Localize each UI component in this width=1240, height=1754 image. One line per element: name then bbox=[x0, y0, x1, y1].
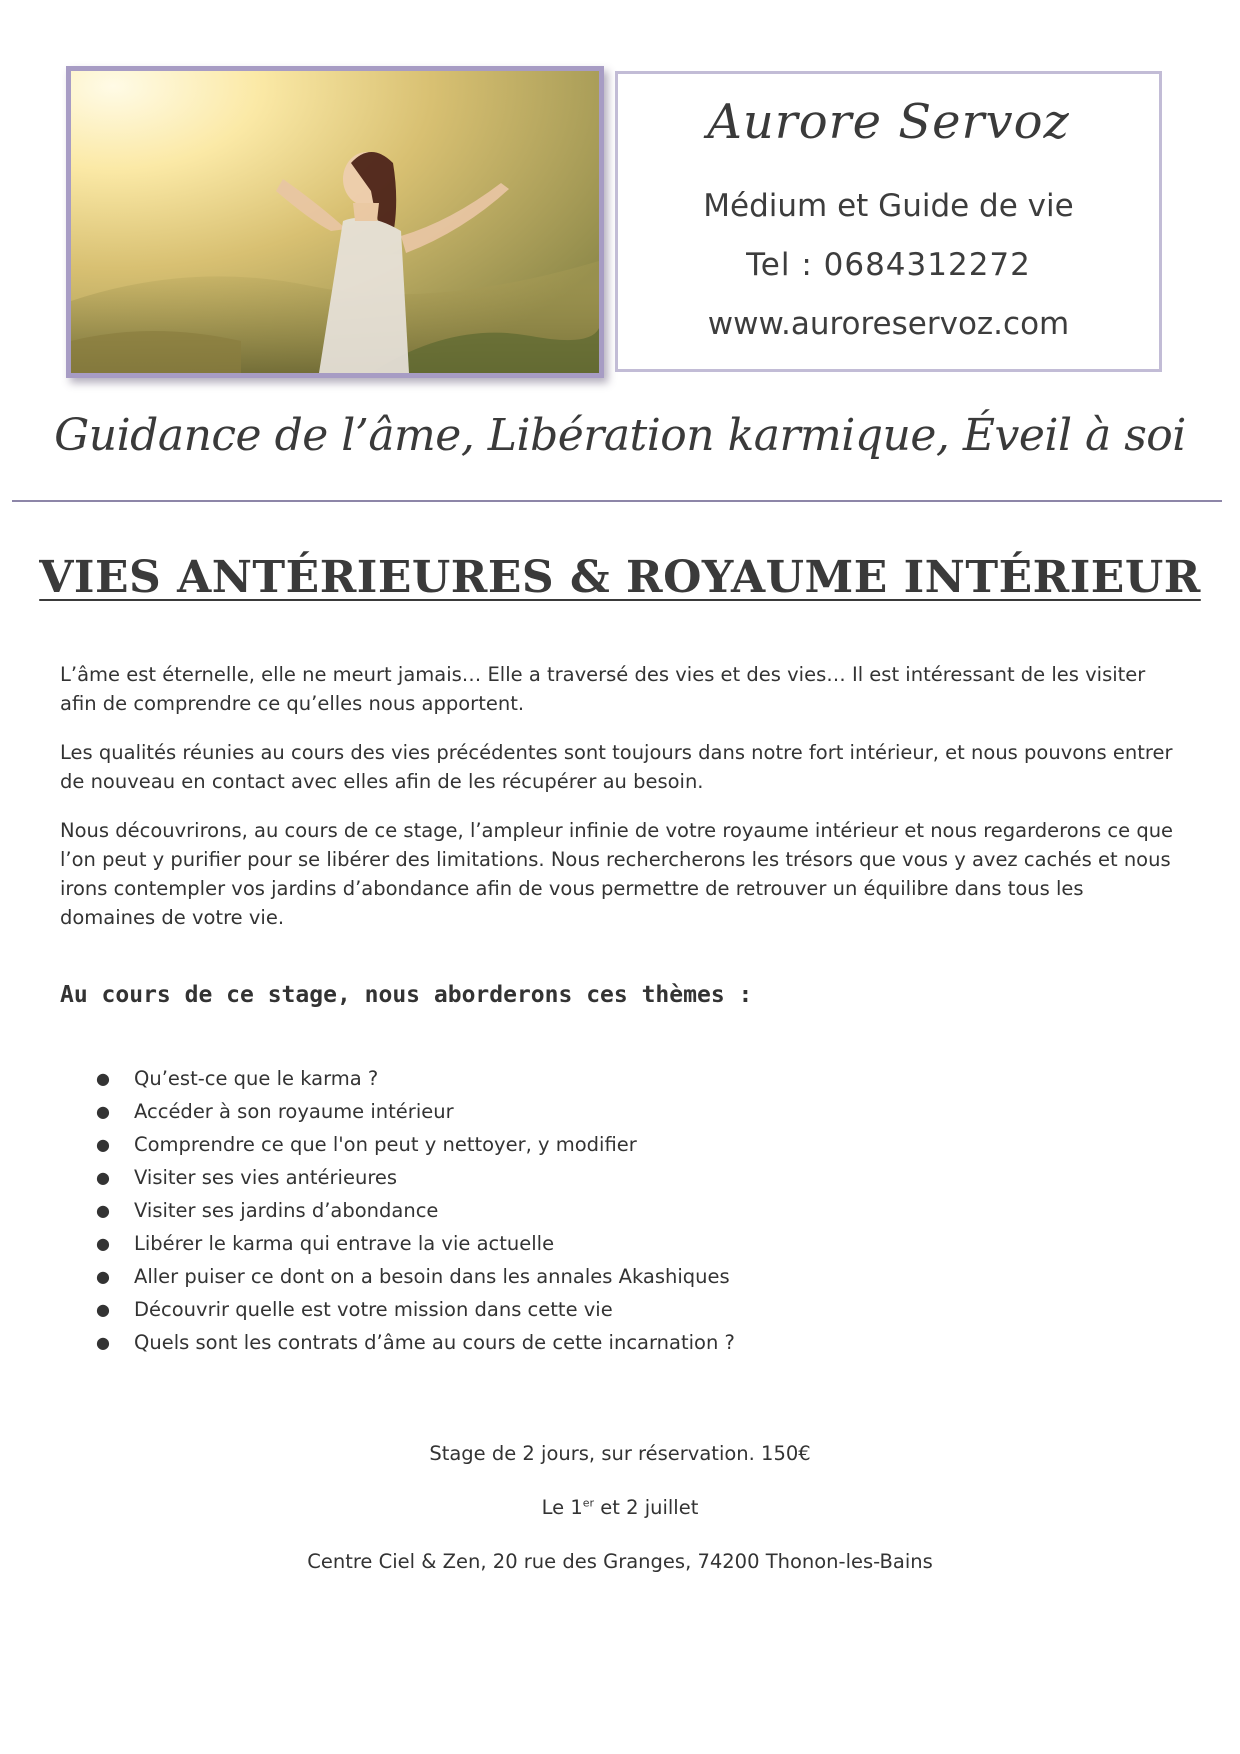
price-info: Stage de 2 jours, sur réservation. 150€ bbox=[429, 1442, 811, 1465]
tagline: Guidance de l’âme, Libération karmique, Éveil à soi bbox=[54, 410, 1186, 461]
list-item bbox=[0, 1095, 735, 1128]
list-item bbox=[0, 1260, 735, 1293]
bullet-icon: ● bbox=[96, 1069, 110, 1088]
bullet-icon: ● bbox=[96, 1234, 110, 1253]
date-info bbox=[0, 1496, 1240, 1519]
author-role: Médium et Guide de vie bbox=[703, 188, 1074, 224]
header-divider bbox=[12, 500, 1222, 502]
bullet-icon: ● bbox=[96, 1333, 110, 1352]
page-title: VIES ANTÉRIEURES & ROYAUME INTÉRIEUR bbox=[39, 552, 1201, 603]
header-photo bbox=[66, 66, 604, 378]
venue-address: Centre Ciel & Zen, 20 rue des Granges, 74200 Thonon-les-Bains bbox=[307, 1550, 933, 1573]
phone-number: Tel : 0684312272 bbox=[746, 247, 1031, 283]
intro-paragraph-3: Nous découvrirons, au cours de ce stage, l’ampleur infinie de votre royaume intérieur et nous regarderons ce que l’on peut y purifier pour se libérer des limitations. Nous rechercherons les trésors que vous y avez cachés et nous irons contempler vos jardins d’abondance afin de vous permettre de retrouver un équilibre dans tous les domaines de votre vie. bbox=[60, 819, 1174, 929]
contact-box bbox=[615, 71, 1162, 372]
theme-text: Comprendre ce que l'on peut y nettoyer, y modifier bbox=[134, 1133, 637, 1156]
list-item bbox=[0, 1194, 735, 1227]
list-item bbox=[0, 1062, 735, 1095]
theme-text: Visiter ses vies antérieures bbox=[134, 1166, 398, 1189]
bullet-icon: ● bbox=[96, 1300, 110, 1319]
date-suffix: et 2 juillet bbox=[594, 1496, 699, 1519]
bullet-icon: ● bbox=[96, 1168, 110, 1187]
list-item bbox=[0, 1161, 735, 1194]
list-item bbox=[0, 1128, 735, 1161]
theme-text: Découvrir quelle est votre mission dans cette vie bbox=[134, 1298, 613, 1321]
date-prefix: Le 1 bbox=[541, 1496, 583, 1519]
date-ordinal: er bbox=[582, 1496, 595, 1510]
theme-text: Visiter ses jardins d’abondance bbox=[134, 1199, 439, 1222]
themes-list bbox=[0, 1062, 735, 1359]
bullet-icon: ● bbox=[96, 1201, 110, 1220]
list-item bbox=[0, 1293, 735, 1326]
theme-text: Libérer le karma qui entrave la vie actuelle bbox=[134, 1232, 555, 1255]
theme-text: Quels sont les contrats d’âme au cours de cette incarnation ? bbox=[134, 1331, 735, 1354]
theme-text: Aller puiser ce dont on a besoin dans les annales Akashiques bbox=[134, 1265, 730, 1288]
themes-heading: Au cours de ce stage, nous aborderons ces thèmes : bbox=[60, 982, 753, 1008]
theme-text: Qu’est-ce que le karma ? bbox=[134, 1067, 379, 1090]
bullet-icon: ● bbox=[96, 1102, 110, 1121]
intro-paragraph-2: Les qualités réunies au cours des vies précédentes sont toujours dans notre fort intérieur, et nous pouvons entrer de nouveau en contact avec elles afin de les récupérer au besoin. bbox=[60, 741, 1173, 793]
theme-text: Accéder à son royaume intérieur bbox=[134, 1100, 454, 1123]
list-item bbox=[0, 1227, 735, 1260]
woman-sunlight-illustration bbox=[71, 71, 599, 373]
website-link[interactable]: www.auroreservoz.com bbox=[707, 306, 1070, 342]
bullet-icon: ● bbox=[96, 1267, 110, 1286]
intro-paragraph-1: L’âme est éternelle, elle ne meurt jamais… Elle a traversé des vies et des vies… Il est intéressant de les visiter afin de comprendre ce qu’elles nous apportent. bbox=[60, 663, 1146, 715]
list-item bbox=[0, 1326, 735, 1359]
bullet-icon: ● bbox=[96, 1135, 110, 1154]
author-name: Aurore Servoz bbox=[707, 94, 1070, 150]
